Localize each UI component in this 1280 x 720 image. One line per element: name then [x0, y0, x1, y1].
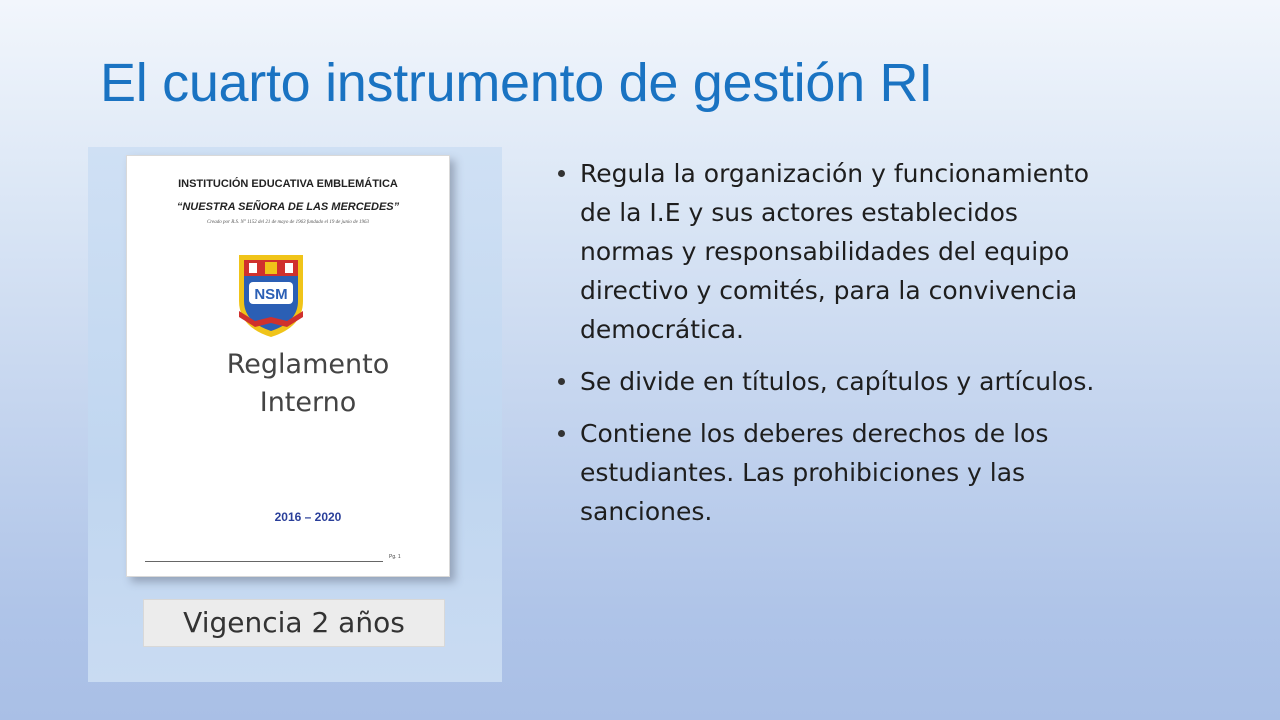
page-mark: Pg. 1 [389, 554, 401, 560]
document-title-line-2: Interno [259, 387, 357, 418]
slide-title: El cuarto instrumento de gestión RI [100, 53, 933, 113]
document-page [126, 155, 450, 577]
document-cover-image [88, 147, 502, 682]
document-title-line-1: Reglamento [226, 349, 390, 380]
crest-monogram: NSM [254, 286, 288, 303]
validity-label: Vigencia 2 años [143, 599, 445, 647]
validity-years: 2016 – 2020 [274, 510, 342, 524]
school-name: “NUESTRA SEÑORA DE LAS MERCEDES” [176, 201, 400, 213]
creation-note: Creado por R.S. N° 1152 del 21 de mayo de 1963 fundado el 19 de junio de 1963 [206, 220, 370, 225]
bullet-list [556, 154, 1096, 544]
institution-heading: INSTITUCIÓN EDUCATIVA EMBLEMÁTICA [178, 178, 398, 190]
bullet-item: Se divide en títulos, capítulos y artículos. [556, 362, 1096, 401]
signature-line [145, 561, 383, 562]
bullet-item: Regula la organización y funcionamiento de la I.E y sus actores establecidos normas y responsabilidades del equipo directivo y comités, para la convivencia democrática. [556, 154, 1096, 349]
school-crest-icon [235, 251, 307, 339]
bullet-item: Contiene los deberes derechos de los estudiantes. Las prohibiciones y las sanciones. [556, 414, 1096, 531]
document-title [167, 346, 449, 422]
